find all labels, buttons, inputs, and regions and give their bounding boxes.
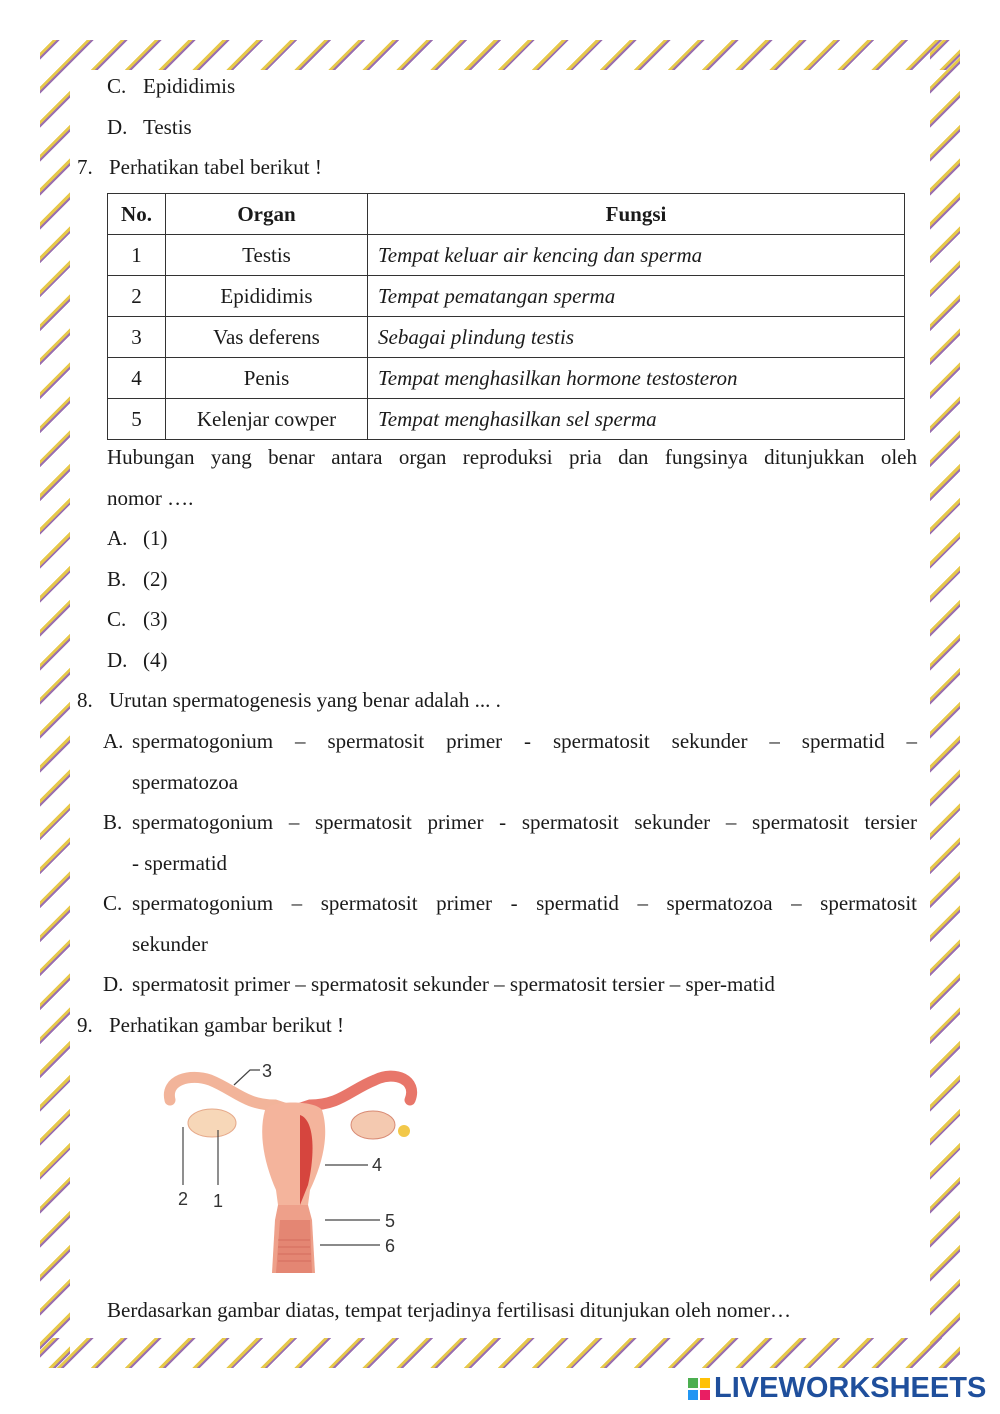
uterus: [262, 1103, 325, 1206]
q8-option-c-letter[interactable]: C.: [103, 891, 123, 915]
q8-option-d-line1[interactable]: spermatosit primer – spermatosit sekunder – spermatosit tersier – sper-matid: [132, 972, 775, 996]
figure-label-6: 6: [385, 1236, 396, 1256]
table-row: 2 Epididimis Tempat pematangan sperma: [108, 276, 905, 317]
q8-option-b-letter[interactable]: B.: [103, 810, 123, 834]
question-8-stem: 8. Urutan spermatogenesis yang benar adalah ... .: [77, 688, 501, 712]
pencil-border-left: [40, 40, 70, 1368]
female-reproductive-organ-figure: [150, 1055, 430, 1280]
figure-label-4: 4: [372, 1155, 383, 1175]
table-row: 1 Testis Tempat keluar air kencing dan sperma: [108, 235, 905, 276]
header-fungsi: Fungsi: [368, 194, 905, 235]
q8-option-b-line1[interactable]: spermatogonium – spermatosit primer - spermatosit sekunder – spermatosit tersier: [132, 810, 917, 834]
q7-option-b[interactable]: B. (2): [107, 567, 168, 591]
liveworksheets-logo-icon: [688, 1378, 710, 1400]
pencil-border-bottom: [40, 1338, 960, 1368]
question-7-text-line1: Hubungan yang benar antara organ reproduksi pria dan fungsinya ditunjukkan oleh: [107, 445, 917, 469]
left-fallopian-tube: [169, 1077, 290, 1110]
figure-label-2: 2: [178, 1189, 189, 1209]
figure-label-3: 3: [262, 1061, 273, 1081]
figure-label-5: 5: [385, 1211, 396, 1231]
q8-option-b-line2[interactable]: - spermatid: [132, 851, 228, 875]
q8-option-a-line1[interactable]: spermatogonium – spermatosit primer - spermatosit sekunder – spermatid –: [132, 729, 917, 753]
question-7-stem: 7. Perhatikan tabel berikut !: [77, 155, 322, 179]
option-d-prev[interactable]: D. Testis: [107, 115, 192, 139]
q7-option-a[interactable]: A. (1): [107, 526, 168, 550]
organ-function-table: [107, 193, 905, 440]
pencil-border-top: [40, 40, 960, 70]
question-9-stem: 9. Perhatikan gambar berikut !: [77, 1013, 344, 1037]
table-row: 5 Kelenjar cowper Tempat menghasilkan sel sperma: [108, 399, 905, 440]
q8-option-c-line1[interactable]: spermatogonium – spermatosit primer - spermatid – spermatozoa – spermatosit: [132, 891, 917, 915]
q7-option-d[interactable]: D. (4): [107, 648, 168, 672]
q8-option-c-line2[interactable]: sekunder: [132, 932, 208, 956]
table-row: 3 Vas deferens Sebagai plindung testis: [108, 317, 905, 358]
pencil-border-right: [930, 40, 960, 1368]
q8-option-d-letter[interactable]: D.: [103, 972, 124, 996]
figure-label-1: 1: [213, 1191, 224, 1211]
q8-option-a-letter[interactable]: A.: [103, 729, 124, 753]
q7-option-c[interactable]: C. (3): [107, 607, 168, 631]
ovum: [398, 1125, 410, 1137]
header-organ: Organ: [166, 194, 368, 235]
option-c-prev[interactable]: C. Epididimis: [107, 74, 236, 98]
right-ovary: [351, 1111, 395, 1139]
table-header-row: [108, 194, 905, 235]
question-9-text: Berdasarkan gambar diatas, tempat terjadinya fertilisasi ditunjukan oleh nomer…: [107, 1298, 792, 1322]
q8-option-a-line2[interactable]: spermatozoa: [132, 770, 239, 794]
liveworksheets-brand[interactable]: LIVEWORKSHEETS: [688, 1372, 986, 1405]
header-no: No.: [108, 194, 166, 235]
table-row: 4 Penis Tempat menghasilkan hormone testosteron: [108, 358, 905, 399]
question-7-text-line2: nomor ….: [107, 486, 194, 510]
left-ovary: [188, 1109, 236, 1137]
